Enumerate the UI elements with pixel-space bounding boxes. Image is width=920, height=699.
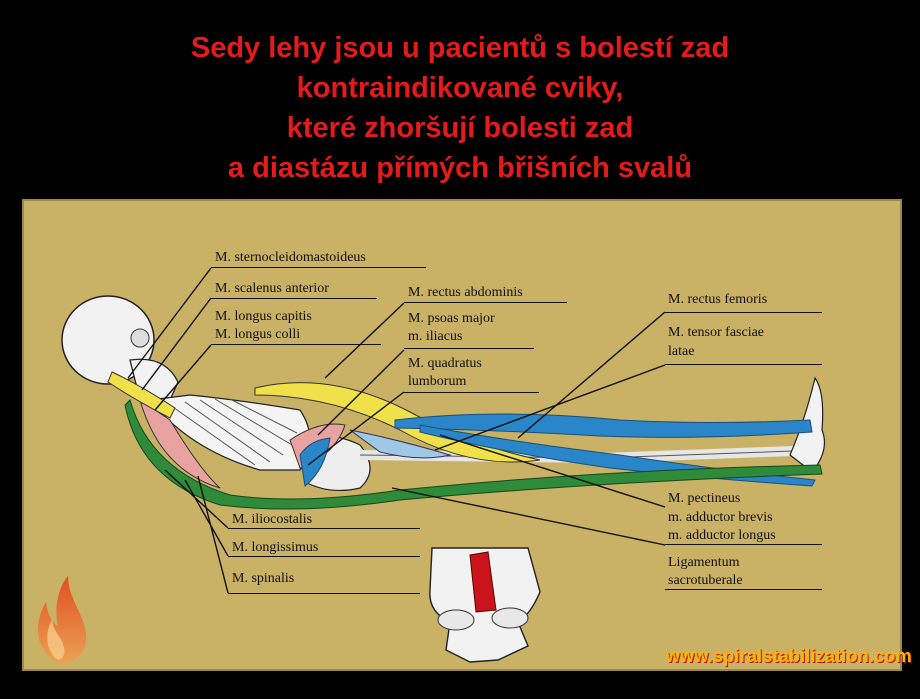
vertebra-icon (430, 548, 540, 662)
rule-4 (404, 302, 567, 303)
label-longus-colli: M. longus colli (215, 327, 301, 342)
label-adductor-brevis: m. adductor brevis (668, 510, 773, 525)
label-adductor-longus: m. adductor longus (668, 528, 776, 543)
label-spinalis: M. spinalis (232, 571, 295, 586)
rule-6 (404, 392, 539, 393)
rule-9 (228, 528, 420, 529)
label-psoas-major: M. psoas major (408, 311, 495, 326)
rule-11 (228, 593, 420, 594)
rule-2 (211, 298, 377, 299)
label-quadratus: M. quadratus (408, 356, 482, 371)
rule-10 (228, 556, 420, 557)
rule-7 (665, 312, 822, 313)
label-iliacus: m. iliacus (408, 329, 463, 344)
label-tensor-fasciae: M. tensor fasciae (668, 325, 765, 340)
rule-1 (211, 267, 426, 268)
rule-5 (404, 348, 534, 349)
label-lumborum: lumborum (408, 374, 467, 389)
title-line-2: kontraindikované cviky, (296, 72, 624, 104)
label-scalenus-anterior: M. scalenus anterior (215, 281, 329, 296)
website-link[interactable]: www.spiralstabilization.com (666, 646, 912, 666)
label-iliocostalis: M. iliocostalis (232, 512, 313, 527)
rule-8 (665, 364, 822, 365)
label-ligamentum: Ligamentum (668, 555, 740, 570)
label-sternocleidomastoideus: M. sternocleidomastoideus (215, 250, 366, 265)
label-longus-capitis: M. longus capitis (215, 309, 312, 324)
label-sacrotuberale: sacrotuberale (668, 573, 743, 588)
label-pectineus: M. pectineus (668, 491, 741, 506)
rule-12 (665, 544, 822, 545)
label-rectus-abdominis: M. rectus abdominis (408, 285, 523, 300)
rule-13 (665, 589, 822, 590)
label-longissimus: M. longissimus (232, 540, 319, 555)
label-latae: latae (668, 344, 695, 359)
title-line-4: a diastázu přímých břišních svalů (227, 152, 693, 184)
title-line-1: Sedy lehy jsou u pacientů s bolestí zad (190, 32, 730, 64)
label-rectus-femoris: M. rectus femoris (668, 292, 768, 307)
spiral-stabilization-logo-icon (28, 574, 92, 666)
rule-3 (211, 344, 381, 345)
title-line-3: které zhoršují bolesti zad (286, 112, 634, 144)
